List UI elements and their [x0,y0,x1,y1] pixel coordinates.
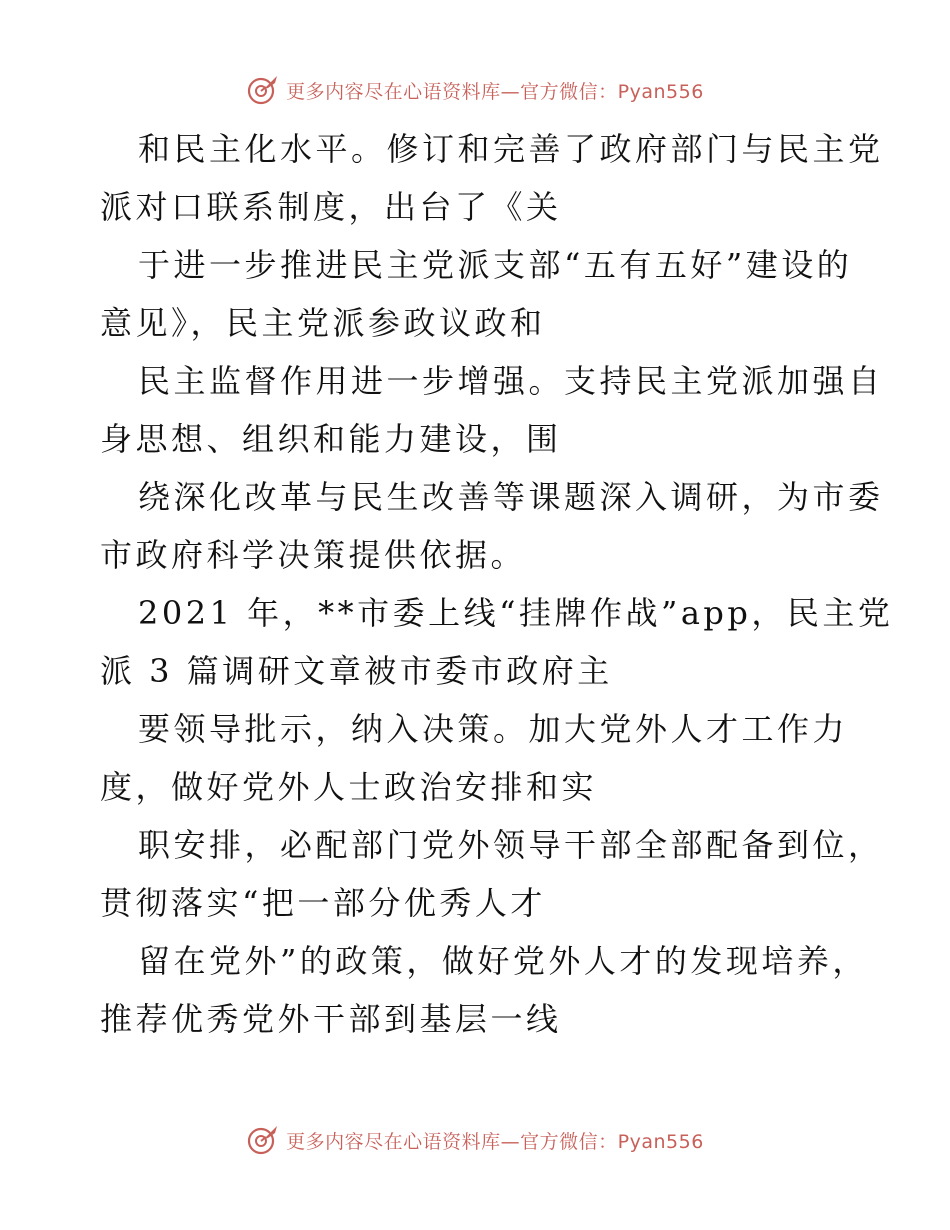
quill-logo-icon [246,1123,280,1157]
text-line: 身思想、组织和能力建设，围 [100,420,562,458]
text-line: 度，做好党外人士政治安排和实 [100,768,598,806]
text-line: 2021 年，**市委上线“挂牌作战”app，民主党 [138,594,894,632]
text-line: 留在党外”的政策，做好党外人才的发现培养， [138,942,868,980]
text-line: 推荐优秀党外干部到基层一线 [100,1000,562,1038]
text-line: 民主监督作用进一步增强。支持民主党派加强自 [138,362,884,400]
text-line: 职安排，必配部门党外领导干部全部配备到位， [138,826,884,864]
text-line: 和民主化水平。修订和完善了政府部门与民主党 [138,130,884,168]
header-watermark-banner [0,70,950,110]
header-watermark-text: 更多内容尽在心语资料库—官方微信：Pyan556 [286,80,704,103]
text-line: 于进一步推进民主党派支部“五有五好”建设的 [138,246,853,284]
text-line: 要领导批示，纳入决策。加大党外人才工作力 [138,710,849,748]
text-line: 派 3 篇调研文章被市委市政府主 [100,652,613,690]
footer-watermark-text: 更多内容尽在心语资料库—官方微信：Pyan556 [286,1130,704,1153]
text-line: 市政府科学决策提供依据。 [100,536,527,574]
document-body [100,120,894,1048]
text-line: 意见》，民主党派参政议政和 [100,304,546,342]
quill-logo-icon [246,73,280,107]
text-line: 绕深化改革与民生改善等课题深入调研，为市委 [138,478,884,516]
text-line: 派对口联系制度，出台了《关 [100,188,562,226]
footer-watermark-banner [0,1120,950,1160]
text-line: 贯彻落实“把一部分优秀人才 [100,884,546,922]
